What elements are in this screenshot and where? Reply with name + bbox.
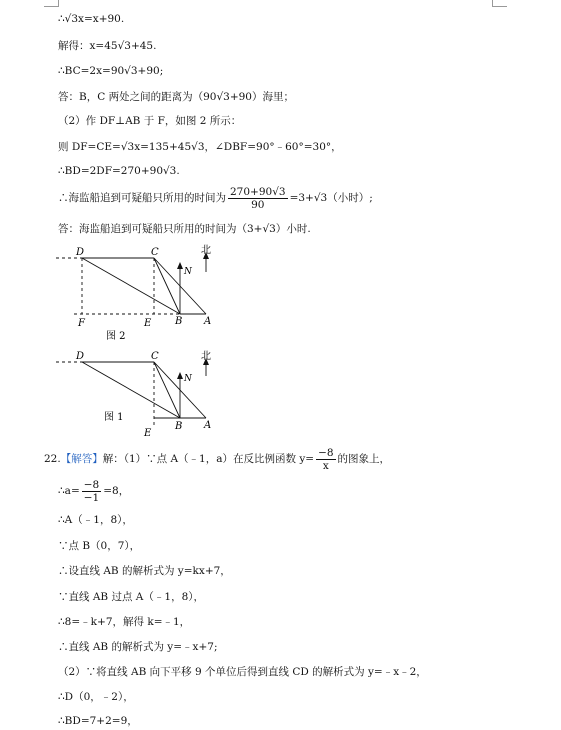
fig2-label-north: 北 xyxy=(201,245,211,256)
bd-line: ∴BD=2DF=270+90√3. xyxy=(58,165,180,177)
time-line xyxy=(58,184,373,212)
fig2-label-b: B xyxy=(175,316,183,327)
figure-2 xyxy=(56,244,226,344)
fig1-label-a: A xyxy=(204,420,212,431)
fig1-label-n: N xyxy=(184,374,192,384)
page-corner-mark-left xyxy=(44,0,59,7)
inverse-function-fraction xyxy=(316,447,335,472)
part2-line: （2）作 DF⊥AB 于 F，如图 2 所示： xyxy=(58,115,242,127)
solution-line: 解得：x=45√3+45. xyxy=(58,40,157,52)
eq-line-1: ∴√3x=x+90. xyxy=(58,13,125,25)
time-fraction-denominator: 90 xyxy=(251,198,265,211)
line-through-a: ∵直线 AB 过点 A（﹣1，8）， xyxy=(58,591,205,603)
fig2-label-a: A xyxy=(204,316,212,327)
point-b-line: ∵点 B（0，7）， xyxy=(58,540,141,552)
question-22-suffix: 的图象上， xyxy=(337,453,391,465)
time-fraction-numerator: 270+90√3 xyxy=(230,185,286,198)
fig2-label-f: F xyxy=(78,318,85,329)
question-number: 22. xyxy=(44,453,61,465)
bd-length-line: ∴BD=7+2=9， xyxy=(58,715,138,727)
question-22-text: 解：（1）∵点 A（﹣1，a）在反比例函数 y= xyxy=(102,453,315,465)
fig2-label-n: N xyxy=(184,267,192,277)
a-value-numerator: −8 xyxy=(83,478,100,491)
page-corner-mark-right xyxy=(492,0,507,7)
fig2-caption: 图 2 xyxy=(106,331,126,342)
fig1-label-d: D xyxy=(76,351,85,362)
time-fraction xyxy=(228,186,288,211)
time-line-suffix: =3+√3（小时）; xyxy=(289,192,373,204)
line-ab-result: ∴直线 AB 的解析式为 y=﹣x+7; xyxy=(58,641,218,653)
fig1-label-e: E xyxy=(144,428,152,438)
answer-line-1: 答：B，C 两处之间的距离为（90√3+90）海里； xyxy=(58,91,294,103)
a-value-fraction xyxy=(82,479,101,504)
fig1-label-c: C xyxy=(151,351,159,362)
set-line-ab: ∴设直线 AB 的解析式为 y=kx+7， xyxy=(58,565,231,577)
bc-line: ∴BC=2x=90√3+90; xyxy=(58,65,164,77)
a-value-denominator: −1 xyxy=(83,491,100,504)
answer-line-2: 答：海监船追到可疑船只所用的时间为（3+√3）小时. xyxy=(58,223,311,235)
a-value-prefix: ∴a= xyxy=(58,485,80,497)
point-a-line: ∴A（﹣1，8）， xyxy=(58,514,133,526)
a-value-suffix: =8， xyxy=(103,485,130,497)
fig2-label-e: E xyxy=(144,318,152,329)
inverse-function-denominator: x xyxy=(322,459,329,472)
part2-shift-line: （2）∵将直线 AB 向下平移 9 个单位后得到直线 CD 的解析式为 y=﹣x﹣2， xyxy=(58,666,427,678)
a-value-line xyxy=(58,478,129,504)
fig1-label-north: 北 xyxy=(201,351,211,362)
point-d-line: ∴D（0，﹣2）， xyxy=(58,691,134,703)
figure-1 xyxy=(56,348,226,438)
fig1-label-b: B xyxy=(175,421,183,432)
fig2-label-c: C xyxy=(151,247,159,258)
time-line-prefix: ∴海监船追到可疑船只所用的时间为 xyxy=(58,192,226,204)
fig2-label-d: D xyxy=(76,247,85,258)
answer-tag: 【解答】 xyxy=(60,453,103,465)
inverse-function-numerator: −8 xyxy=(318,446,334,459)
fig1-caption: 图 1 xyxy=(104,412,124,423)
solve-k-line: ∴8=﹣k+7，解得 k=﹣1， xyxy=(58,616,191,628)
question-22-header xyxy=(44,446,390,472)
df-line: 则 DF=CE=√3x=135+45√3，∠DBF=90°﹣60°=30°， xyxy=(58,141,342,153)
